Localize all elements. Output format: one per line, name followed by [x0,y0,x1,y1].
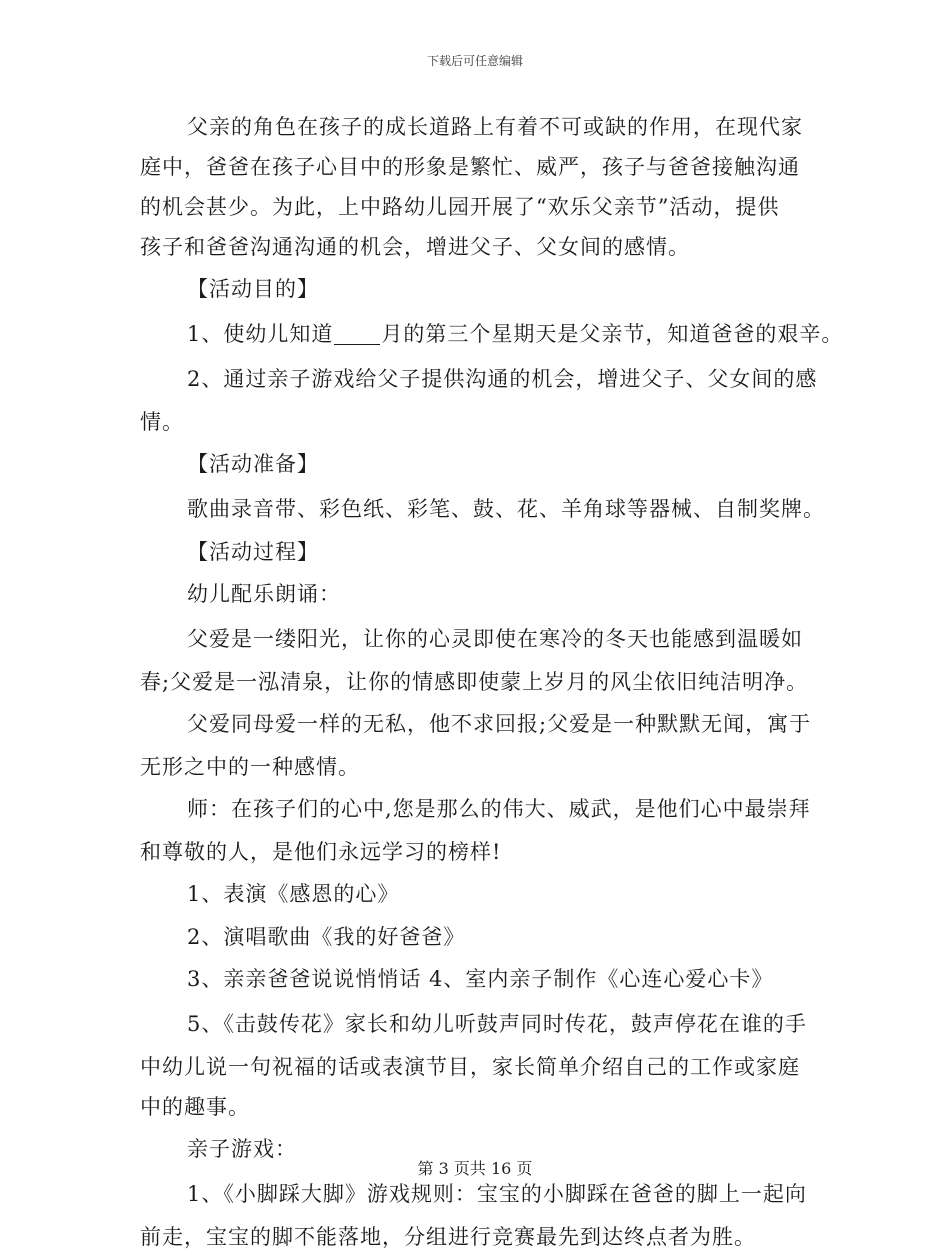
paragraph-line: 父爱同母爱一样的无私，他不求回报;父爱是一种默默无闻，寓于 [187,712,812,736]
goal-item-1-prefix: 1、使幼儿知道 [187,322,334,346]
activity-item-2: 2、演唱歌曲《我的好爸爸》 [187,925,466,949]
paragraph-line: 师：在孩子们的心中,您是那么的伟大、威武，是他们心中最崇拜 [187,797,811,821]
paragraph-line: 无形之中的一种感情。 [140,755,360,779]
recitation-intro: 幼儿配乐朗诵： [187,582,341,606]
goal-item-1 [140,312,844,357]
page-header: 下载后可任意编辑 [426,54,523,68]
paragraph-line: 中幼儿说一句祝福的话或表演节目，家长简单介绍自己的工作或家庭 [140,1055,800,1079]
goal-item-1-suffix: 月的第三个星期天是父亲节，知道爸爸的艰辛。 [381,322,844,346]
activity-item-5: 5、《击鼓传花》家长和幼儿听鼓声同时传花，鼓声停花在谁的手 [187,1012,807,1036]
paragraph-line: 孩子和爸爸沟通沟通的机会，增进父子、父女间的感情。 [140,235,690,259]
section-heading-preparation: 【活动准备】 [187,452,319,476]
preparation-text: 歌曲录音带、彩色纸、彩笔、鼓、花、羊角球等器械、自制奖牌。 [187,497,825,521]
page-footer: 第 3 页共 16 页 [417,1159,533,1178]
paragraph-line: 父爱是一缕阳光，让你的心灵即使在寒冷的冬天也能感到温暖如 [187,627,803,651]
game-item-1: 1、《小脚踩大脚》游戏规则：宝宝的小脚踩在爸爸的脚上一起向 [187,1182,807,1206]
paragraph-line: 春;父爱是一泓清泉，让你的情感即使蒙上岁月的风尘依旧纯洁明净。 [140,670,809,694]
activity-item-3: 3、亲亲爸爸说说悄悄话 4、室内亲子制作《心连心爱心卡》 [187,967,774,991]
section-heading-process: 【活动过程】 [187,540,319,564]
paragraph-line: 的机会甚少。为此，上中路幼儿园开展了“欢乐父亲节”活动，提供 [140,195,780,219]
paragraph-line: 情。 [140,410,184,434]
game-intro: 亲子游戏： [187,1137,297,1161]
section-heading-goals: 【活动目的】 [187,277,319,301]
paragraph-line: 庭中，爸爸在孩子心目中的形象是繁忙、威严，孩子与爸爸接触沟通 [140,155,800,179]
paragraph-line: 和尊敬的人，是他们永远学习的榜样! [140,840,502,864]
paragraph-line: 父亲的角色在孩子的成长道路上有着不可或缺的作用，在现代家 [187,115,803,139]
paragraph-line: 前走，宝宝的脚不能落地，分组进行竞赛最先到达终点者为胜。 [140,1225,756,1249]
paragraph-line: 中的趣事。 [140,1095,250,1119]
fill-in-blank [334,320,380,345]
goal-item-2: 2、通过亲子游戏给父子提供沟通的机会，增进父子、父女间的感 [187,367,818,391]
document-body [140,107,844,1257]
activity-item-1: 1、表演《感恩的心》 [187,882,400,906]
